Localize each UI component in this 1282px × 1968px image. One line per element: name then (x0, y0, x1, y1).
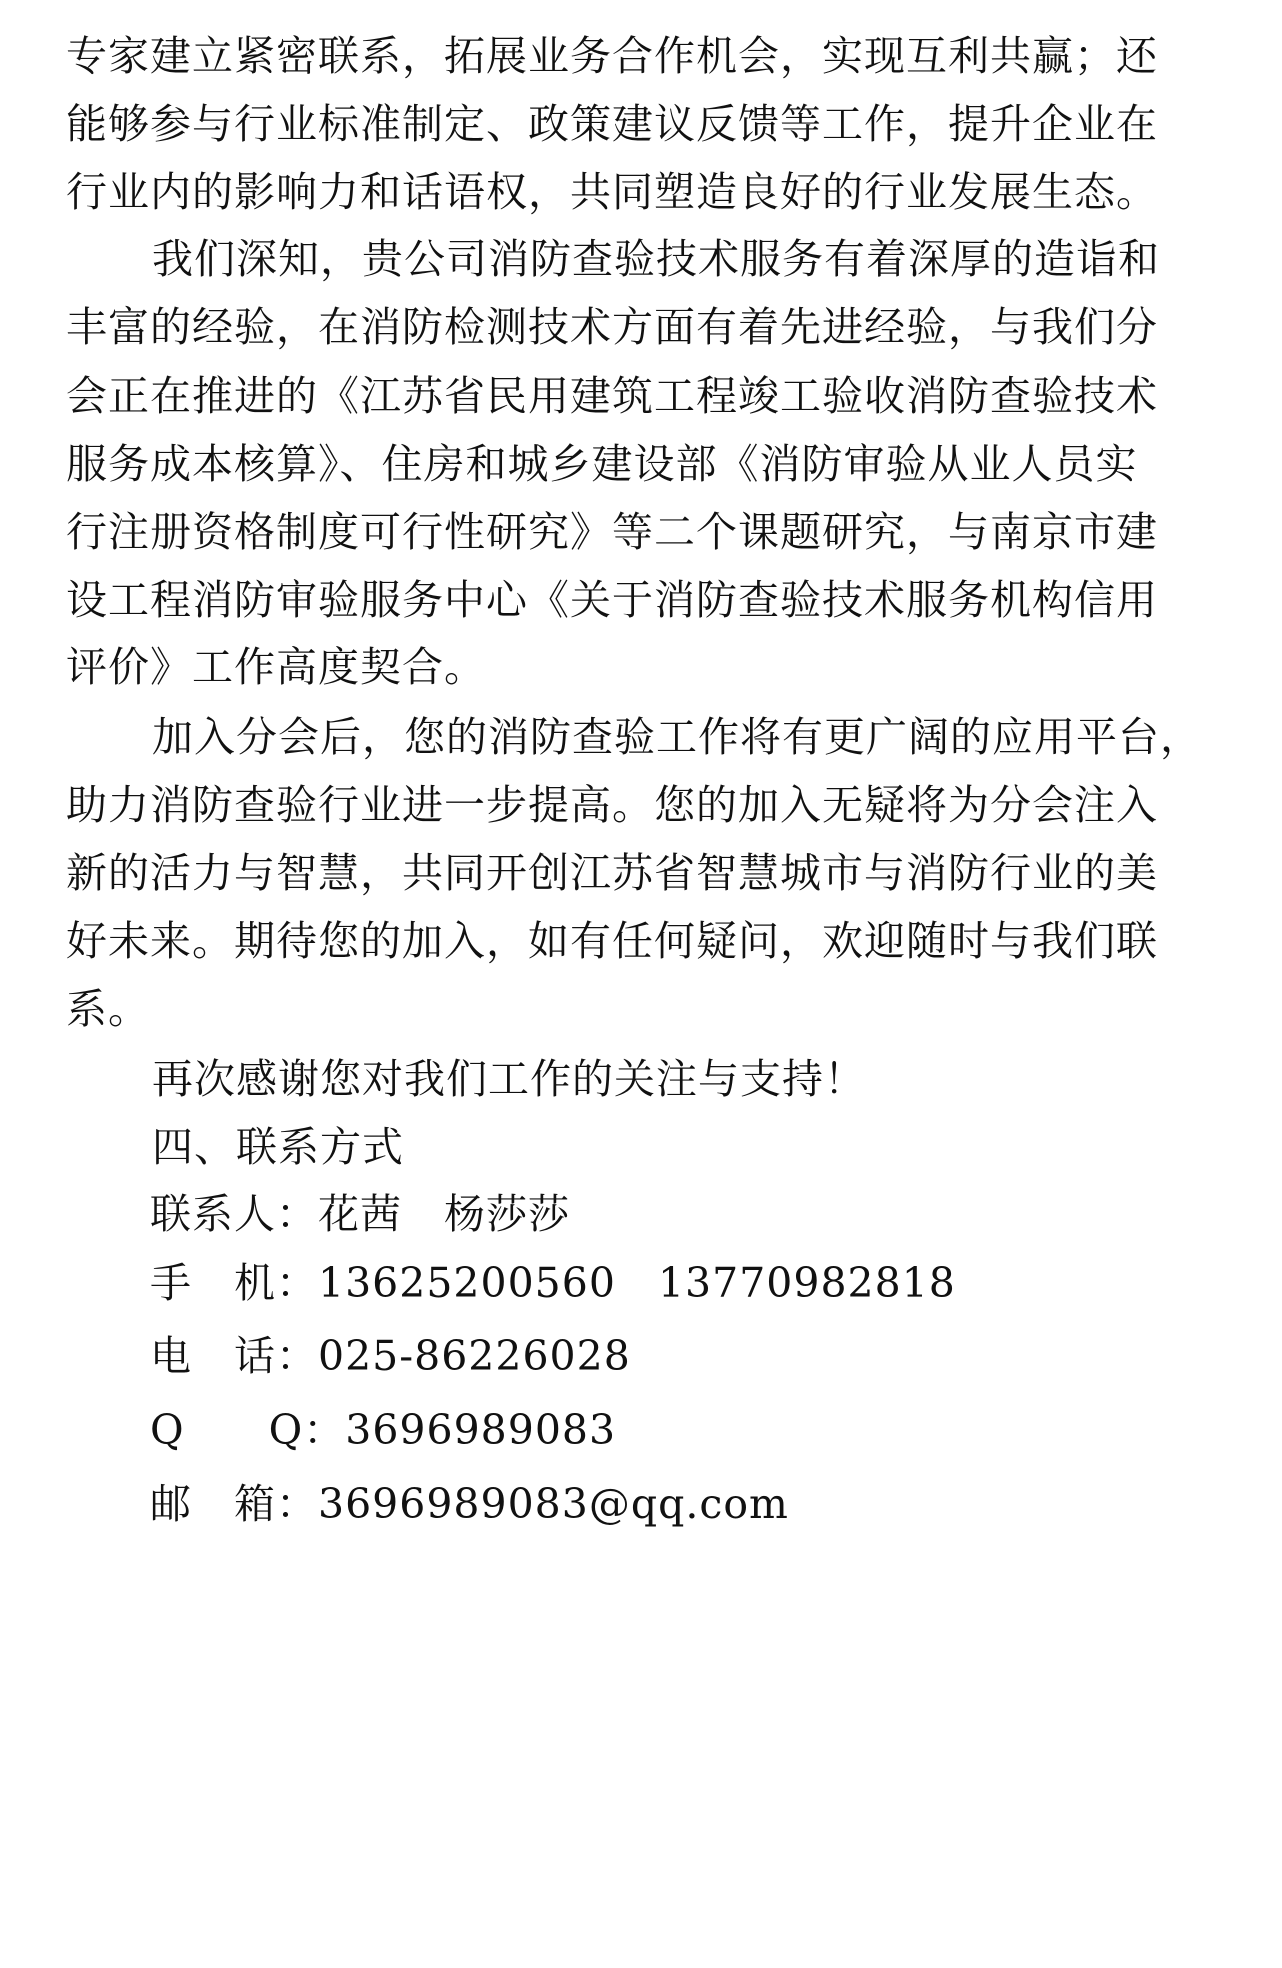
paragraph-2-line-1: 我们深知，贵公司消防查验技术服务有着深厚的造诣和 (152, 235, 1160, 283)
paragraph-1-line-2: 能够参与行业标准制定、政策建议反馈等工作，提升企业在 (66, 100, 1158, 148)
contact-section-heading: 四、联系方式 (152, 1123, 404, 1171)
paragraph-2-line-6: 设工程消防审验服务中心《关于消防查验技术服务机构信用 (66, 576, 1158, 624)
paragraph-2-line-4: 服务成本核算》、住房和城乡建设部《消防审验从业人员实 (66, 440, 1138, 488)
contact-qq-label: Q Q： (150, 1406, 346, 1454)
contact-email-value: 3696989083@qq.com (318, 1480, 789, 1528)
contact-phone-row (150, 1330, 631, 1382)
paragraph-3-line-4: 好未来。期待您的加入，如有任何疑问，欢迎随时与我们联 (66, 917, 1158, 965)
thanks-line: 再次感谢您对我们工作的关注与支持！ (152, 1055, 866, 1103)
contact-person-value: 花茜 杨莎莎 (318, 1190, 570, 1238)
contact-person-row (150, 1188, 570, 1240)
paragraph-3-line-1: 加入分会后，您的消防查验工作将有更广阔的应用平台， (152, 713, 1202, 761)
paragraph-2-line-2: 丰富的经验，在消防检测技术方面有着先进经验，与我们分 (66, 303, 1158, 351)
paragraph-2-line-3: 会正在推进的《江苏省民用建筑工程竣工验收消防查验技术 (66, 372, 1158, 420)
paragraph-1-line-1: 专家建立紧密联系，拓展业务合作机会，实现互利共赢；还 (66, 32, 1158, 80)
paragraph-1-line-3: 行业内的影响力和话语权，共同塑造良好的行业发展生态。 (66, 168, 1158, 216)
contact-phone-label: 电 话： (150, 1332, 318, 1380)
paragraph-3-line-3: 新的活力与智慧，共同开创江苏省智慧城市与消防行业的美 (66, 849, 1158, 897)
paragraph-3-line-2: 助力消防查验行业进一步提高。您的加入无疑将为分会注入 (66, 781, 1158, 829)
contact-mobile-row (150, 1257, 956, 1309)
contact-mobile-label: 手 机： (150, 1259, 318, 1307)
contact-email-row (150, 1478, 789, 1530)
paragraph-2-line-7: 评价》工作高度契合。 (66, 643, 486, 691)
contact-phone-value: 025-86226028 (318, 1332, 631, 1380)
contact-qq-row (150, 1404, 616, 1456)
contact-mobile-value: 13625200560 13770982818 (318, 1259, 956, 1307)
contact-person-label: 联系人： (150, 1190, 318, 1238)
contact-qq-value: 3696989083 (345, 1406, 617, 1454)
contact-email-label: 邮 箱： (150, 1480, 318, 1528)
paragraph-2-line-5: 行注册资格制度可行性研究》等二个课题研究，与南京市建 (66, 508, 1158, 556)
paragraph-3-line-5: 系。 (66, 985, 150, 1033)
